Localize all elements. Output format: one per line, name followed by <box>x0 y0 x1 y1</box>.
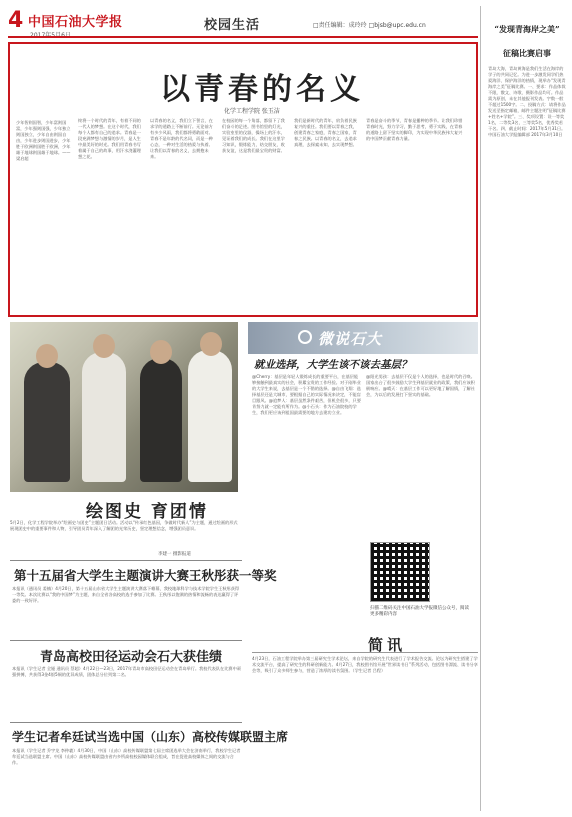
feature-title: 以青春的名义 <box>160 72 364 107</box>
article-headline: 学生记者牟廷试当选中国（山东）高校传媒联盟主席 <box>12 730 289 744</box>
news-photo <box>10 322 238 492</box>
photo-person <box>188 350 232 482</box>
page-number: 4 <box>8 8 24 33</box>
masthead <box>8 6 478 36</box>
brief-title: 简讯 <box>368 636 407 654</box>
article-body: 本报讯（学生记者 乔宇龙 李仲羲）4月30日，中国（山东）高校传媒联盟第七届主席团选举大会在济南举行，我校学生记者牟廷试当选联盟主席。中国（山东）高校传媒联盟由省内多所高校校园媒体联合组成，旨在促进高校媒体之间的交流与合作。 <box>12 748 241 765</box>
right-title: “发现青海岸之美” <box>494 24 560 34</box>
article-body: 本报讯（学生记者 全娅 通讯员 蔡超）4月22日—23日，2017年青岛市高校田径运动会在青岛举行。我校代表队在比赛中顽强拼搏，共获得3金4银5铜的优异成绩，团体总分位列第二名。 <box>12 666 241 677</box>
divider <box>10 560 242 561</box>
middle-body-1: @Cherry：基层是年轻人锻炼成长的重要平台，在基层能够接触到最真实的社会，积累宝贵的工作经验。对于刚毕业的大学生来说，去基层是一个不错的选择。@自由飞翔：选择基层还是大城市，要根据自己的实际情况来决定，不能盲目跟风。@追梦人：基层虽然条件艰苦，但机会很多，只要肯努力就一定能有所作为。@小石头：作为石油院校的学生，我们更应该到祖国最需要的地方去建功立业。 <box>252 374 361 415</box>
photo-head <box>36 344 58 368</box>
qr-code <box>370 542 430 602</box>
divider <box>10 640 242 641</box>
right-body: 青岛大海，青岛黄海是我们生活在海岸的学子的共同记忆。为进一步激发同学们热爱海洋、保护海洋的热情，现举办“发现青海岸之美”征稿比赛。一、要求：作品体裁不限，散文、诗歌、摄影作品均可。作品需为原创，未在其他报刊发表。字数一般不超过1500字。二、投稿方式：请将作品发送至指定邮箱，邮件主题注明“征稿比赛+姓名+学院”。三、奖项设置：设一等奖1名，二等奖3名，三等奖5名，优秀奖若干名。四、截止时间：2017年5月31日。中国石油大学报编辑部 2017年3月10日 <box>488 66 566 137</box>
column-divider <box>480 6 481 811</box>
feature-col-1: 终将一个时代的青年，有着不同的一代人的梦想。在这个时代，我们每个人都有自己的追求。青春是一段充满梦想与激情的岁月，是人生中最美好的时光。我们用青春书写着属于自己的故事，用汗水浇灌理想之花。 <box>78 118 141 159</box>
feature-article <box>8 42 478 317</box>
photo-person <box>140 358 182 482</box>
feature-col-4: 我们是新时代的青年，肩负着民族复兴的重任。我们要以青春之我，创建青春之家庭，青春之国家，青春之民族。以青春的名义，去追求真理，去探索未知，去实现梦想。 <box>294 118 357 147</box>
feature-intro: 少年智则国智，少年富则国富，少年强则国强，少年独立则国独立，少年自由则国自由，少年进步则国进步，少年胜于欧洲则国胜于欧洲，少年雄于地球则国雄于地球。——梁启超 <box>16 120 71 161</box>
paper-name: 中国石油大学报 <box>28 15 123 30</box>
section-name: 校园生活 <box>204 18 261 33</box>
photo-head <box>150 340 172 364</box>
banner-text: 微说石大 <box>318 330 383 348</box>
divider <box>10 722 242 723</box>
middle-body-2: @阳光男孩：去基层不仅是个人的选择，也是时代的召唤。国家出台了很多鼓励大学生到基层就业的政策，我们应该积极响应。@晴天：在基层工作可以更好地了解国情，了解社会，为以后的发展打下坚实的基础。 <box>366 374 475 397</box>
middle-headline: 就业选择，大学生该不该去基层？ <box>254 359 412 371</box>
feature-col-3: 在校园的每一个角落，都留下了我们奋斗的足迹。图书馆里的灯光，实验室里的仪器，操场上的汗水，见证着我们的成长。我们在这里学习知识，锻炼能力，结交朋友，收获友谊，这是我们最宝贵的财富。 <box>222 118 285 153</box>
divider <box>252 652 478 653</box>
feature-col-5: 青春是奋斗的季节，青春是播种的季节。让我们珍惜青春时光，努力学习，勤于思考，勇于实践，在青春的道路上留下坚实的脚印，为实现中华民族伟大复兴的中国梦贡献青春力量。 <box>366 118 463 141</box>
section-banner <box>248 322 478 354</box>
feature-col-2: 以青春的名义，我们立下誓言，在求学的道路上不断前行。无论前方有多少风雨，我们都将勇敢面对。青春不是年龄的代名词，而是一种心态，一种对生活的热爱与执着。让我们以青春的名义，去拥抱未来。 <box>150 118 213 159</box>
photo-credit: 李建一 摄影报道 <box>158 552 191 557</box>
brief-body: 4月23日，石油工程学院举办第三届研究生学术论坛，来自学院的研究生代表进行了学术报告交流。论坛为研究生搭建了学术交流平台，提高了研究生的科研创新能力。4月27日，我校图书馆开展“世界读书日”系列活动，包括图书漂流、读书分享会等，吸引了众多师生参与，营造了浓厚的读书氛围。（学生记者 吕程） <box>252 656 478 673</box>
header-rule <box>8 36 478 38</box>
right-subtitle: 征稿比赛启事 <box>503 48 551 58</box>
article-body: 本报讯（通讯员 姜楠）4月20日，第十五届山东省大学生主题演讲大赛落下帷幕，我校地球科学与技术学院学生王秋彤获得一等奖。本次比赛以“我的中国梦”为主题，来自全省各高校的选手参加了比赛。王秋彤以饱满的热情和流畅的表达赢得了评委的一致好评。 <box>12 586 240 603</box>
photo-person <box>82 352 126 482</box>
photo-title: 绘图史 育团情 <box>86 502 208 522</box>
right-column <box>484 6 568 811</box>
chat-bubble-icon <box>298 330 312 344</box>
photo-person <box>24 362 70 482</box>
photo-caption: 5月2日，化学工程学院举办“绘画史与团史”主题团日活动。活动以“传承红色基因，争做时代新人”为主题，通过绘画的形式展现团史中的重要事件和人物，引导团员青年深入了解团的光荣历史，坚定理想信念，增强团员意识。 <box>10 520 238 531</box>
qr-caption: 扫描二维码关注中国石油大学报微信公众号，阅读更多精彩内容 <box>370 606 469 617</box>
photo-head <box>200 332 222 356</box>
edit-info: □责任编辑：成玲玲 □bjsb@upc.edu.cn <box>313 22 426 29</box>
photo-head <box>93 334 115 358</box>
article-headline: 青岛高校田径运动会石大获佳绩 <box>40 650 223 665</box>
feature-byline: 化学工程学院 张玉洁 <box>224 108 280 115</box>
article-headline: 第十五届省大学生主题演讲大赛王秋彤获一等奖 <box>14 568 277 583</box>
